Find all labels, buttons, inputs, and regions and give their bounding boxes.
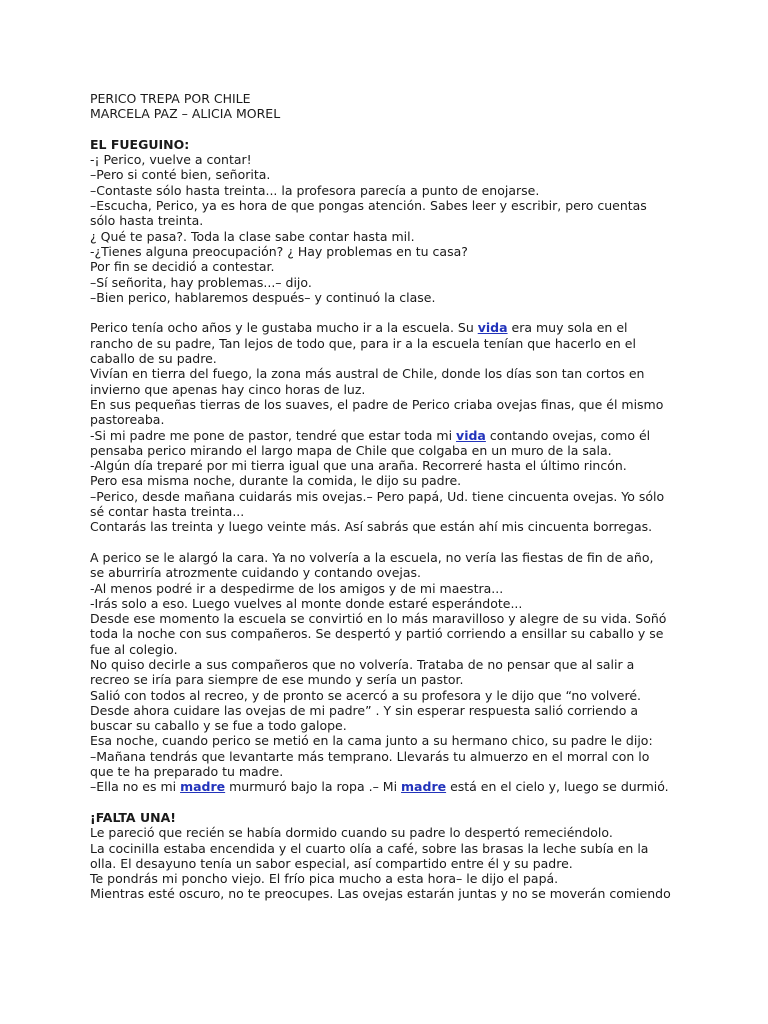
text-line: Pero esa misma noche, durante la comida, le dijo su padre. [90,473,462,489]
text-line: MARCELA PAZ – ALICIA MOREL [90,106,281,122]
text-line: Mientras esté oscuro, no te preocupes. Las ovejas estarán juntas y no se moverán comiendo [90,886,671,902]
text-line [90,779,690,794]
text-line: olla. El desayuno tenía un sabor especial, así compartido entre él y su padre. [90,855,573,871]
text-line: sólo hasta treinta. [90,213,204,229]
text-segment: era muy sola en el [507,320,628,336]
paragraph-gap [90,122,690,137]
keyword-link[interactable]: madre [401,779,447,795]
text-line: –Contaste sólo hasta treinta... la profesora parecía a punto de enojarse. [90,182,540,198]
text-line: Esa noche, cuando perico se metió en la cama junto a su hermano chico, su padre le dijo: [90,733,653,749]
text-line: A perico se le alargó la cara. Ya no volvería a la escuela, no vería las fiestas de fin de año, [90,549,654,565]
text-line: Contarás las treinta y luego veinte más. Así sabrás que están ahí mis cincuenta borregas. [90,519,653,535]
text-line: En sus pequeñas tierras de los suaves, el padre de Perico criaba ovejas finas, que él mismo [90,396,664,412]
text-line: caballo de su padre. [90,351,217,367]
text-segment: –Ella no es mi [90,779,181,795]
text-line: pastoreaba. [90,412,165,428]
text-line: –Escucha, Perico, ya es hora de que pongas atención. Sabes leer y escribir, pero cuentas [90,198,647,214]
text-line: rancho de su padre, Tan lejos de todo que, para ir a la escuela tenían que hacerlo en el [90,335,636,351]
text-line: -Irás solo a eso. Luego vuelves al monte donde estaré esperándote... [90,595,523,611]
text-line: recreo se iría para siempre de ese mundo y sería un pastor. [90,672,464,688]
text-line: PERICO TREPA POR CHILE [90,91,251,106]
text-line [90,320,690,335]
text-line: –Mañana tendrás que levantarte más temprano. Llevarás tu almuerzo en el morral con lo [90,748,650,764]
text-line: fue al colegio. [90,641,178,657]
text-line: -Algún día treparé por mi tierra igual que una araña. Recorreré hasta el último rincón. [90,458,627,474]
text-line: Vivían en tierra del fuego, la zona más austral de Chile, donde los días son tan cortos en [90,366,645,382]
section-heading: EL FUEGUINO: [90,136,190,152]
keyword-link[interactable]: vida [456,427,486,443]
text-line: que te ha preparado tu madre. [90,764,284,780]
text-line: –Sí señorita, hay problemas...– dijo. [90,274,312,290]
text-line: buscar su caballo y se fue a todo galope. [90,718,347,734]
text-line: Te pondrás mi poncho viejo. El frío pica mucho a esta hora– le dijo el papá. [90,871,559,887]
section-heading: ¡FALTA UNA! [90,809,176,825]
text-line: Le pareció que recién se había dormido cuando su padre lo despertó remeciéndolo. [90,825,613,841]
text-line: Desde ese momento la escuela se convirtió en lo más maravilloso y alegre de su vida. Soñó [90,611,667,627]
text-line: Desde ahora cuidare las ovejas de mi padre” . Y sin esperar respuesta salió corriendo a [90,702,639,718]
text-line: pensaba perico mirando el largo mapa de Chile que colgaba en un muro de la sala. [90,442,612,458]
text-line: -¿Tienes alguna preocupación? ¿ Hay problemas en tu casa? [90,243,468,259]
text-line: –Perico, desde mañana cuidarás mis ovejas.– Pero papá, Ud. tiene cincuenta ovejas. Yo sólo [90,488,665,504]
text-line: Por fin se decidió a contestar. [90,259,275,275]
paragraph-gap [90,535,690,550]
text-line: –Bien perico, hablaremos después– y continuó la clase. [90,289,436,305]
document-body [90,91,690,902]
text-line: -Al menos podré ir a despedirme de los amigos y de mi maestra... [90,580,504,596]
text-line: sé contar hasta treinta... [90,504,245,520]
text-segment: contando ovejas, como él [485,427,651,443]
text-line: se aburriría atrozmente cuidando y contando ovejas. [90,565,422,581]
text-segment: está en el cielo y, luego se durmió. [446,779,669,795]
text-line: –Pero si conté bien, señorita. [90,167,271,183]
text-line [90,428,690,443]
text-segment: murmuró bajo la ropa .– Mi [225,779,402,795]
text-line: ¿ Qué te pasa?. Toda la clase sabe contar hasta mil. [90,228,415,244]
text-line: La cocinilla estaba encendida y el cuarto olía a café, sobre las brasas la leche subía en la [90,840,649,856]
text-line: No quiso decirle a sus compañeros que no volvería. Trataba de no pensar que al salir a [90,656,635,672]
keyword-link[interactable]: vida [477,320,508,336]
text-line: invierno que apenas hay cinco horas de luz. [90,381,366,397]
text-line: toda la noche con sus compañeros. Se despertó y partió corriendo a ensillar su caballo y se [90,626,664,642]
text-segment: Perico tenía ocho años y le gustaba mucho ir a la escuela. Su [90,320,478,336]
paragraph-gap [90,305,690,320]
text-segment: -Si mi padre me pone de pastor, tendré que estar toda mi [90,427,457,443]
paragraph-gap [90,795,690,810]
text-line: Salió con todos al recreo, y de pronto se acercó a su profesora y le dijo que “no volveré. [90,687,642,703]
text-line: -¡ Perico, vuelve a contar! [90,152,252,168]
keyword-link[interactable]: madre [180,779,226,795]
